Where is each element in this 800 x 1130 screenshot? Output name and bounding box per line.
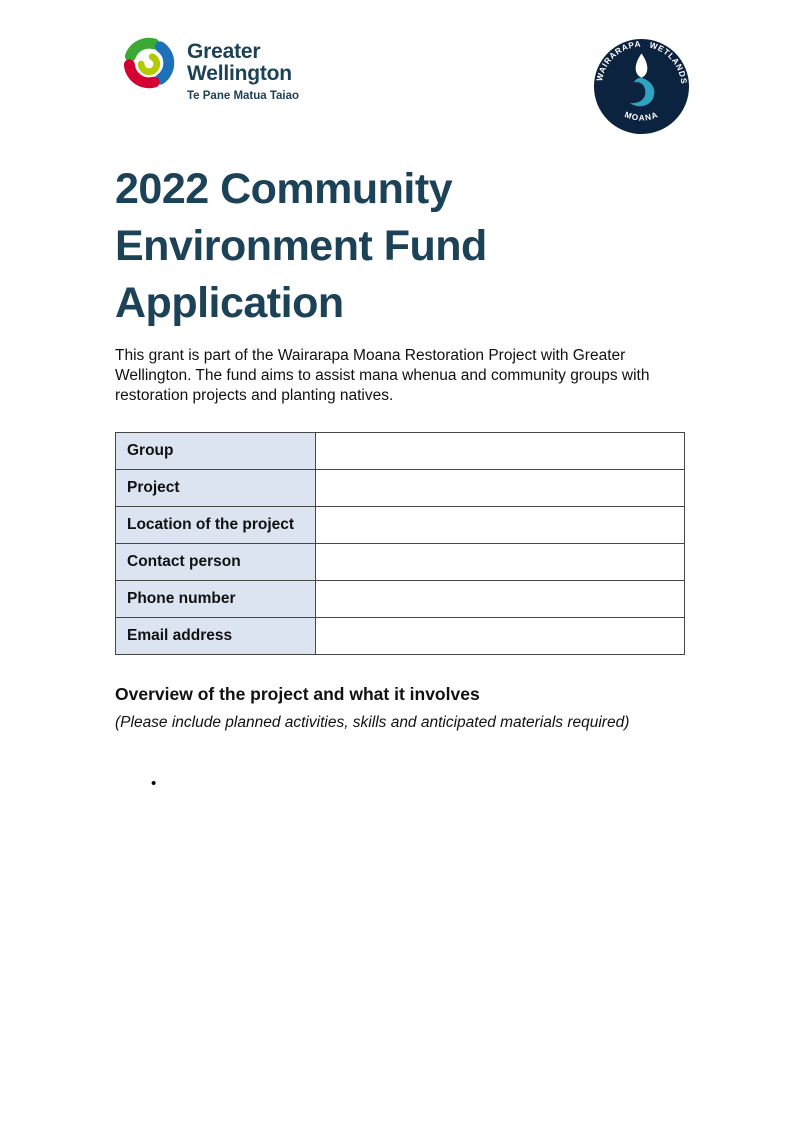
page-header bbox=[0, 0, 800, 140]
field-value-cell[interactable] bbox=[316, 469, 685, 506]
field-value-cell[interactable] bbox=[316, 432, 685, 469]
application-details-table bbox=[115, 432, 685, 655]
empty-bullet-item[interactable]: • bbox=[151, 774, 157, 792]
document-body bbox=[0, 161, 800, 791]
wairarapa-moana-wetlands-logo bbox=[593, 38, 690, 140]
wm-arc-text-bottom: MOANA bbox=[623, 110, 660, 123]
field-label: Project bbox=[116, 469, 316, 506]
greater-wellington-swirl-icon bbox=[122, 36, 176, 90]
field-value-cell[interactable] bbox=[316, 506, 685, 543]
field-value-cell[interactable] bbox=[316, 617, 685, 654]
table-row bbox=[116, 543, 685, 580]
field-label: Email address bbox=[116, 617, 316, 654]
table-row bbox=[116, 469, 685, 506]
field-value-cell[interactable] bbox=[316, 580, 685, 617]
overview-heading: Overview of the project and what it involves bbox=[115, 683, 480, 704]
table-row bbox=[116, 580, 685, 617]
field-value-cell[interactable] bbox=[316, 543, 685, 580]
field-label: Contact person bbox=[116, 543, 316, 580]
gw-name-line1: Greater bbox=[187, 40, 261, 63]
wairarapa-moana-badge-icon bbox=[593, 38, 690, 135]
greater-wellington-wordmark bbox=[187, 36, 299, 102]
overview-note: (Please include planned activities, skills and anticipated materials required) bbox=[115, 713, 630, 731]
field-label: Phone number bbox=[116, 580, 316, 617]
field-label: Group bbox=[116, 432, 316, 469]
gw-name-line2: Wellington bbox=[187, 61, 292, 85]
gw-tagline: Te Pane Matua Taiao bbox=[187, 89, 300, 102]
greater-wellington-logo bbox=[122, 36, 299, 102]
field-label: Location of the project bbox=[116, 506, 316, 543]
wm-arc-text-right: WETLANDS bbox=[648, 40, 689, 85]
table-row bbox=[116, 432, 685, 469]
table-row bbox=[116, 506, 685, 543]
intro-paragraph: This grant is part of the Wairarapa Moana Restoration Project with Greater Wellington. The fund aims to assist mana whenua and community groups with restoration projects and planting natives. bbox=[115, 347, 650, 404]
wm-arc-text-left: WAIRARAPA bbox=[595, 39, 642, 82]
table-row bbox=[116, 617, 685, 654]
page-title: 2022 Community Environment Fund Application bbox=[115, 165, 487, 327]
